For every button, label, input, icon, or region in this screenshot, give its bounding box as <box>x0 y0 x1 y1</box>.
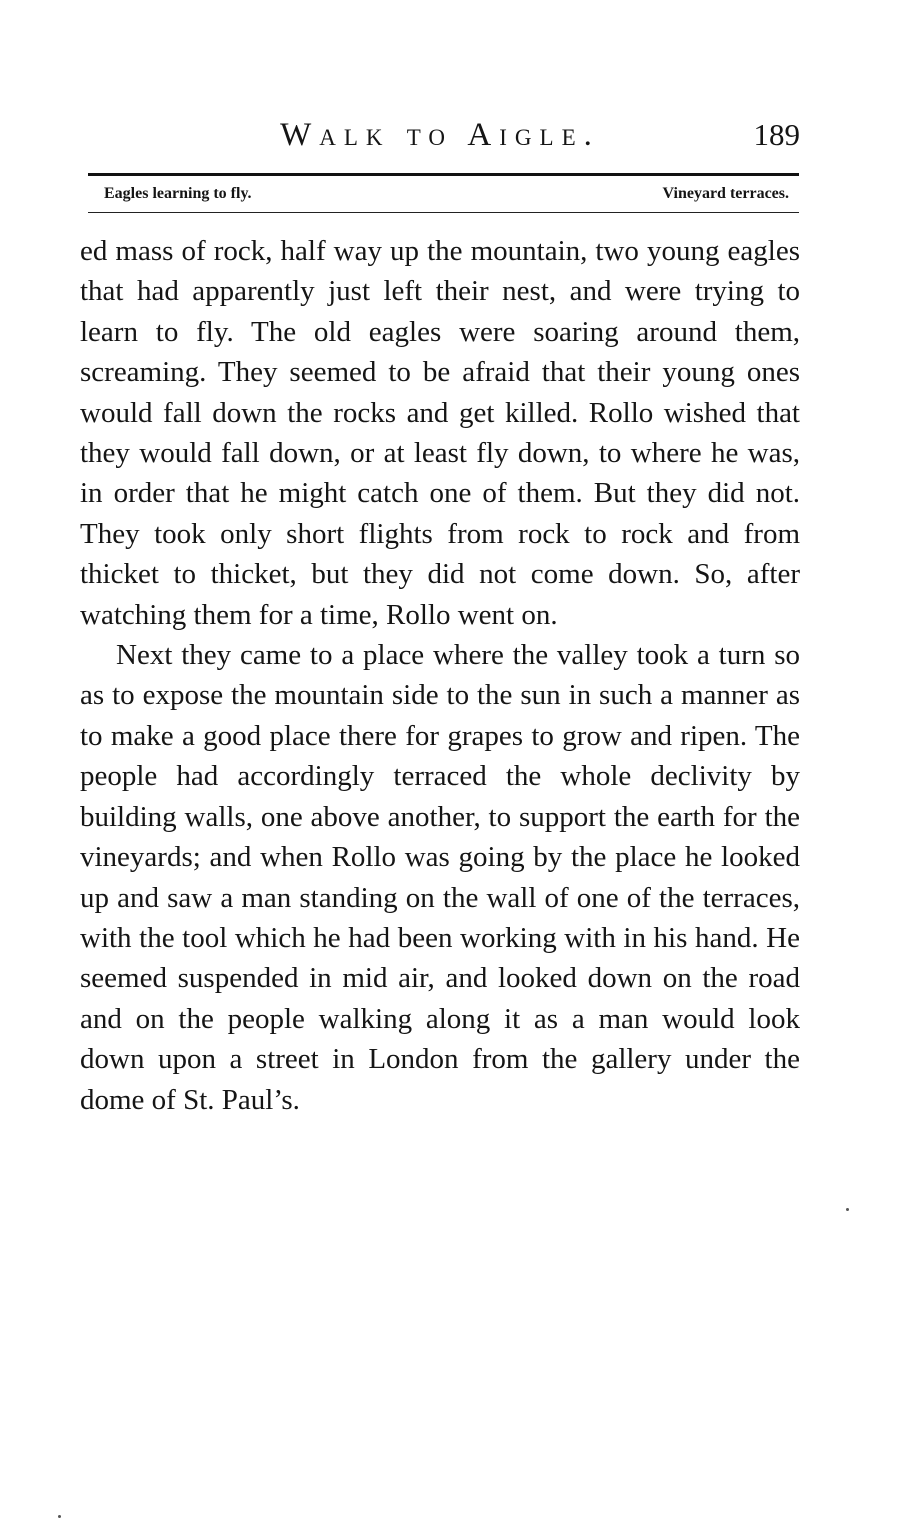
page-number: 189 <box>753 117 800 152</box>
header-rule-top <box>88 173 799 176</box>
running-head <box>80 113 800 157</box>
right-subhead: Vineyard terraces. <box>662 185 789 202</box>
page-speck <box>846 1208 849 1211</box>
left-subhead: Eagles learning to fly. <box>104 185 252 202</box>
running-title: Walk to Aigle. <box>280 117 600 153</box>
header-rule-bottom <box>88 212 799 213</box>
body-text <box>80 231 800 1120</box>
paragraph-continued: ed mass of rock, half way up the mountain, two young eagles that had apparently just left their nest, and were trying to learn to fly. The old eagles were soaring around them, screaming. They seemed to be afraid that their young ones would fall down the rocks and get killed. Rollo wished that they would fall down, or at least fly down, to where he was, in order that he might catch one of them. But they did not. They took only short flights from rock to rock and from thicket to thicket, but they did not come down. So, after watching them for a time, Rollo went on. <box>80 235 800 631</box>
page-speck <box>58 1515 61 1518</box>
paragraph-vineyards: Next they came to a place where the valley took a turn so as to expose the mountain side to the sun in such a manner as to make a good place there for grapes to grow and ripen. The people had accordingly terraced the whole declivity by building walls, one above another, to support the earth for the vineyards; and when Rollo was going by the place he looked up and saw a man standing on the wall of one of the terraces, with the tool which he had been working with in his hand. He seemed suspended in mid air, and looked down on the road and on the people walking along it as a man would look down upon a street in London from the gallery under the dome of St. Paul’s. <box>80 639 800 1116</box>
subhead-bar <box>88 181 799 207</box>
